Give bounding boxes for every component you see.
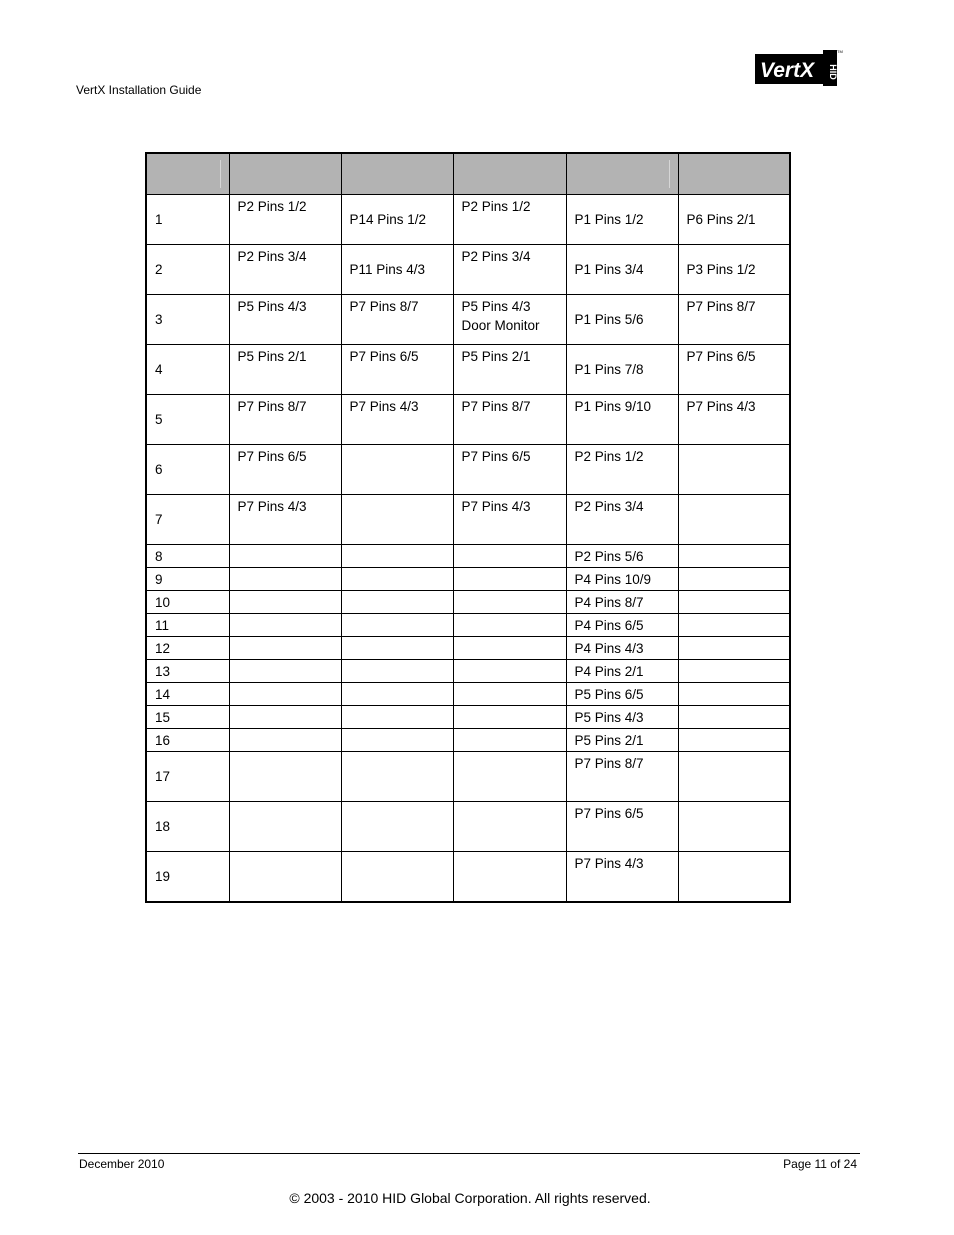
table-cell <box>341 568 453 591</box>
table-row <box>146 802 790 852</box>
table-row <box>146 852 790 903</box>
table-cell: P5 Pins 2/1 <box>453 345 566 395</box>
table-cell: P2 Pins 3/4 <box>566 495 678 545</box>
table-row <box>146 445 790 495</box>
table-cell <box>678 495 790 545</box>
table-cell <box>453 729 566 752</box>
table-cell <box>678 802 790 852</box>
row-number: 10 <box>146 591 229 614</box>
row-number: 12 <box>146 637 229 660</box>
table-cell <box>678 752 790 802</box>
table-cell: P4 Pins 8/7 <box>566 591 678 614</box>
table-cell <box>678 445 790 495</box>
table-row <box>146 706 790 729</box>
table-cell: P6 Pins 2/1 <box>678 195 790 245</box>
logo-mark-text: HID <box>828 64 838 80</box>
table-cell: P4 Pins 4/3 <box>566 637 678 660</box>
row-number: 4 <box>146 345 229 395</box>
table-cell <box>678 706 790 729</box>
table-cell <box>341 545 453 568</box>
table-cell: P2 Pins 3/4 <box>229 245 341 295</box>
table-cell <box>453 802 566 852</box>
table-cell: P1 Pins 3/4 <box>566 245 678 295</box>
row-number: 13 <box>146 660 229 683</box>
table-cell: P7 Pins 6/5 <box>453 445 566 495</box>
row-number: 8 <box>146 545 229 568</box>
table-cell <box>453 637 566 660</box>
table-cell <box>341 637 453 660</box>
footer-date: December 2010 <box>79 1157 165 1171</box>
table-cell: P7 Pins 4/3 <box>678 395 790 445</box>
table-cell <box>341 852 453 903</box>
table-row <box>146 683 790 706</box>
row-number: 18 <box>146 802 229 852</box>
table-cell: P2 Pins 1/2 <box>453 195 566 245</box>
row-number: 19 <box>146 852 229 903</box>
table-cell: P14 Pins 1/2 <box>341 195 453 245</box>
table-cell: P7 Pins 8/7 <box>229 395 341 445</box>
table-cell <box>229 637 341 660</box>
table-cell <box>453 852 566 903</box>
table-cell: P2 Pins 1/2 <box>566 445 678 495</box>
table-cell <box>229 852 341 903</box>
table-cell <box>453 706 566 729</box>
table-cell <box>453 614 566 637</box>
header-cell <box>341 153 453 195</box>
row-number: 11 <box>146 614 229 637</box>
table-cell: P4 Pins 6/5 <box>566 614 678 637</box>
header-cell <box>146 153 229 195</box>
table-cell <box>341 729 453 752</box>
table-cell <box>229 802 341 852</box>
table-cell <box>678 637 790 660</box>
table-cell <box>453 545 566 568</box>
table-row <box>146 752 790 802</box>
table-cell <box>341 591 453 614</box>
table-cell: P2 Pins 5/6 <box>566 545 678 568</box>
pin-assignment-table <box>145 152 791 903</box>
row-number: 16 <box>146 729 229 752</box>
table-cell <box>341 660 453 683</box>
vertx-hid-logo <box>755 50 841 86</box>
header-cell <box>678 153 790 195</box>
table-cell <box>341 495 453 545</box>
table-cell: P7 Pins 4/3 <box>453 495 566 545</box>
table-cell <box>678 729 790 752</box>
door-monitor-note: Door Monitor <box>461 318 540 333</box>
table-row <box>146 195 790 245</box>
table-cell <box>229 729 341 752</box>
row-number: 2 <box>146 245 229 295</box>
table-cell: P5 Pins 2/1 <box>229 345 341 395</box>
table-row <box>146 345 790 395</box>
table-cell: P3 Pins 1/2 <box>678 245 790 295</box>
table-cell: P4 Pins 2/1 <box>566 660 678 683</box>
table-cell: P2 Pins 1/2 <box>229 195 341 245</box>
svg-text:TM: TM <box>837 49 843 54</box>
header-cell <box>566 153 678 195</box>
table-cell <box>453 660 566 683</box>
table-cell <box>229 752 341 802</box>
table-cell <box>453 591 566 614</box>
document-title: VertX Installation Guide <box>76 83 202 97</box>
table-cell: P7 Pins 6/5 <box>566 802 678 852</box>
table-cell <box>678 683 790 706</box>
table-cell <box>229 660 341 683</box>
table-cell: P1 Pins 9/10 <box>566 395 678 445</box>
table-row <box>146 295 790 345</box>
row-number: 6 <box>146 445 229 495</box>
table-cell <box>341 802 453 852</box>
table-cell: P1 Pins 1/2 <box>566 195 678 245</box>
table-row <box>146 395 790 445</box>
table-cell: P1 Pins 5/6 <box>566 295 678 345</box>
table-cell: P7 Pins 4/3 <box>566 852 678 903</box>
table-cell: P5 Pins 4/3 Door Monitor <box>453 295 566 345</box>
table-cell <box>678 591 790 614</box>
table-cell: P7 Pins 8/7 <box>341 295 453 345</box>
table-header-row <box>146 153 790 195</box>
table-cell <box>341 752 453 802</box>
table-cell <box>341 683 453 706</box>
row-number: 17 <box>146 752 229 802</box>
page-number: Page 11 of 24 <box>783 1157 857 1171</box>
table-row <box>146 637 790 660</box>
table-row <box>146 495 790 545</box>
table-row <box>146 591 790 614</box>
table-row <box>146 614 790 637</box>
table-cell: P4 Pins 10/9 <box>566 568 678 591</box>
table-cell: P7 Pins 4/3 <box>229 495 341 545</box>
table-cell <box>341 614 453 637</box>
row-number: 5 <box>146 395 229 445</box>
table-cell: P5 Pins 6/5 <box>566 683 678 706</box>
row-number: 14 <box>146 683 229 706</box>
table-cell <box>229 706 341 729</box>
table-cell <box>229 568 341 591</box>
table-cell <box>341 445 453 495</box>
header-cell <box>453 153 566 195</box>
header-cell <box>229 153 341 195</box>
table-cell: P7 Pins 8/7 <box>566 752 678 802</box>
table-cell <box>453 752 566 802</box>
table-cell: P1 Pins 7/8 <box>566 345 678 395</box>
row-number: 9 <box>146 568 229 591</box>
table-cell <box>229 614 341 637</box>
table-cell <box>453 683 566 706</box>
table-row <box>146 545 790 568</box>
logo-text: VertX <box>760 59 815 82</box>
table-cell <box>229 683 341 706</box>
table-cell <box>229 591 341 614</box>
table-cell <box>678 545 790 568</box>
row-number: 1 <box>146 195 229 245</box>
table-cell: P7 Pins 8/7 <box>453 395 566 445</box>
table-cell <box>678 852 790 903</box>
table-cell: P2 Pins 3/4 <box>453 245 566 295</box>
table-cell: P7 Pins 6/5 <box>341 345 453 395</box>
row-number: 7 <box>146 495 229 545</box>
table-cell: P5 Pins 4/3 <box>229 295 341 345</box>
table-cell: P7 Pins 6/5 <box>229 445 341 495</box>
table-row <box>146 660 790 683</box>
table-cell: P5 Pins 4/3 <box>566 706 678 729</box>
table-cell <box>453 568 566 591</box>
table-cell: P7 Pins 8/7 <box>678 295 790 345</box>
table-cell: P11 Pins 4/3 <box>341 245 453 295</box>
table-cell: P5 Pins 2/1 <box>566 729 678 752</box>
footer-divider <box>78 1153 860 1154</box>
row-number: 15 <box>146 706 229 729</box>
table-row <box>146 729 790 752</box>
table-cell <box>678 614 790 637</box>
row-number: 3 <box>146 295 229 345</box>
table-cell <box>678 568 790 591</box>
table-cell <box>229 545 341 568</box>
copyright-notice: © 2003 - 2010 HID Global Corporation. All rights reserved. <box>289 1190 651 1206</box>
table-row <box>146 568 790 591</box>
table-cell <box>341 706 453 729</box>
table-cell: P7 Pins 4/3 <box>341 395 453 445</box>
table-cell <box>678 660 790 683</box>
table-row <box>146 245 790 295</box>
table-cell: P7 Pins 6/5 <box>678 345 790 395</box>
